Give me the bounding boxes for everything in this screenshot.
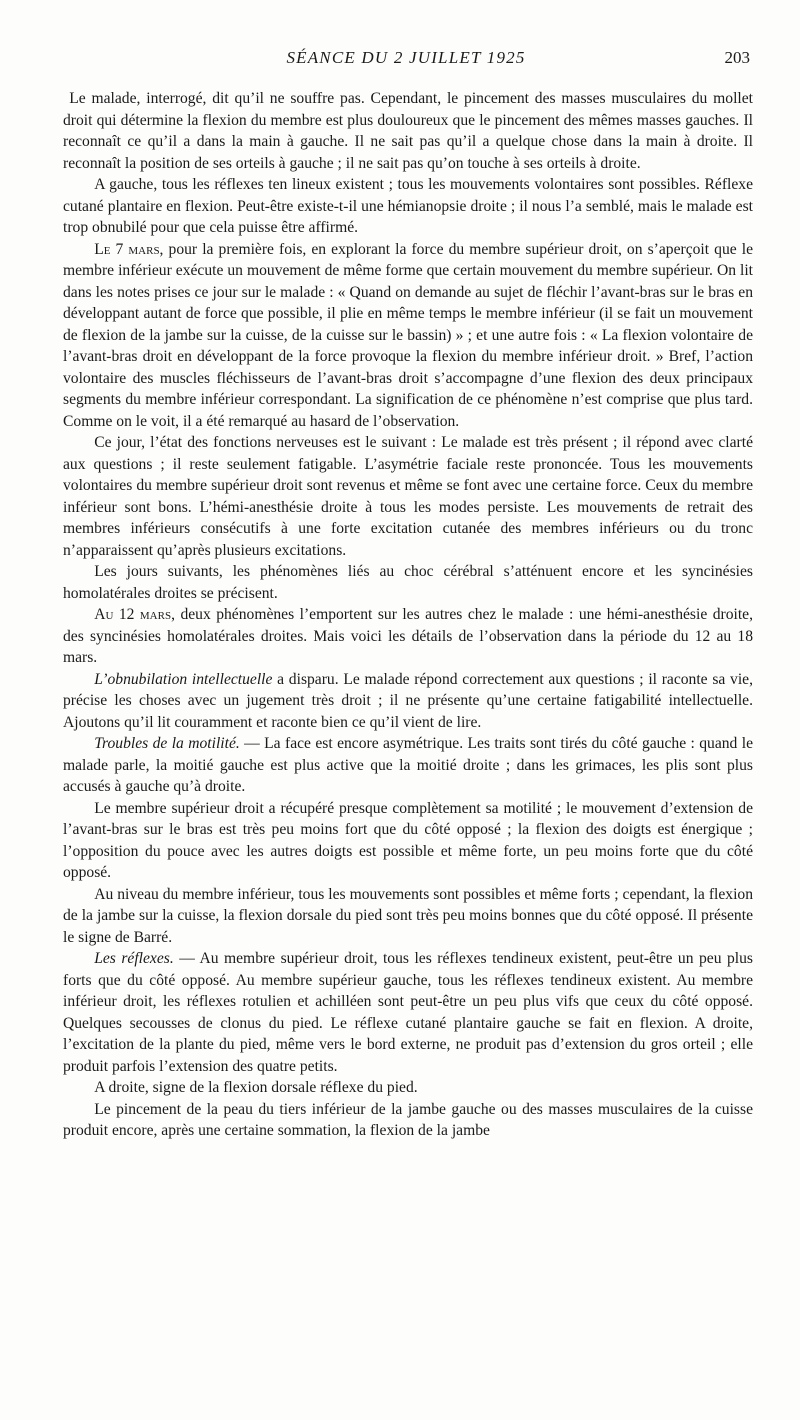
paragraph-text: pour la première fois, en explorant la force du membre supérieur droit, on s’aperçoit que le membre inférieur exécute un mouvement de même forme que certain mouvement du membre supérieur. On lit dans les notes prises ce jour sur le malade : « Quand on demande au sujet de fléchir l’avant-bras sur le bras en développant autant de force que possible, il plie en même temps le membre inférieur (il se fait un mouvement de flexion de la jambe sur la cuisse, de la cuisse sur le bassin) » ; et une autre fois : « La flexion volontaire de l’avant-bras droit en développant de la force provoque la flexion du membre inférieur droit. » Bref, l’action volontaire des muscles fléchisseurs de l’avant-bras droit s’accompagne d’une flexion des deux principaux segments du membre inférieur correspondant. La signification de ce phénomène n’est comprise que plus tard. Comme on le voit, il a été remarqué au hasard de l’observation. xyxy=(63,240,754,430)
paragraph-text: — Au membre supérieur droit, tous les réflexes tendineux existent, peut-être un peu plus forts que du côté opposé. Au membre supérieur gauche, tous les réflexes tendineux existent. Au membre inférieur droit, les réflexes rotulien et achilléen sont peut-être un peu plus vifs que ceux du côté opposé. Quelques secousses de clonus du pied. Le réflexe cutané plantaire gauche se fait en flexion. A droite, l’excitation de la plante du pied, même vers le bord externe, ne produit pas d’extension du gros orteil ; elle produit parfois l’extension des quatre petits. xyxy=(63,950,753,1075)
paragraph xyxy=(63,948,753,1077)
paragraph xyxy=(63,88,753,174)
paragraph-text: a disparu. Le malade répond correctement aux questions ; il raconte sa vie, précise les choses avec un jugement très droit ; il ne présente qu’une certaine fatigabilité intellectuelle. Ajoutons qu’il lit couramment et raconte bien ce qu’il vient de lire. xyxy=(63,670,753,731)
paragraph-lead: Le 7 mars, xyxy=(94,240,164,258)
paragraph-text: A droite, signe de la flexion dorsale réflexe du pied. xyxy=(94,1079,418,1096)
paragraph-text: Ce jour, l’état des fonctions nerveuses est le suivant : Le malade est très présent ; il répond avec clarté aux questions ; il reste seulement fatigable. L’asymétrie faciale reste prononcée. Tous les mouvements volontaires du membre supérieur droit sont revenus et même se font avec une certaine force. Ceux du membre inférieur sont bons. L’hémi-anesthésie droite à tous les modes persiste. Les mouvements de retrait des membres inférieurs consécutifs à une forte excitation cutanée des membres inférieurs ou du tronc n’apparaissent qu’après plusieurs excitations. xyxy=(63,434,753,559)
paragraph xyxy=(63,798,753,884)
paragraph-lead: L’obnubilation intellectuelle xyxy=(94,670,273,688)
paragraph-text: — La face est encore asymétrique. Les traits sont tirés du côté gauche : quand le malade parle, la moitié gauche est plus active que la moitié droite ; dans les grimaces, les plis sont plus accusés à gauche qu’à droite. xyxy=(63,735,753,795)
body-text xyxy=(63,88,753,1142)
paragraph-text: Au niveau du membre inférieur, tous les mouvements sont possibles et même forts ; cependant, la flexion de la jambe sur la cuisse, la flexion dorsale du pied sont très peu moins bonnes que du côté opposé. Il présente le signe de Barré. xyxy=(63,885,753,946)
paragraph xyxy=(63,239,753,433)
paragraph xyxy=(63,669,753,734)
paragraph-text: Le membre supérieur droit a récupéré presque complètement sa motilité ; le mouvement d’extension de l’avant-bras sur le bras est très peu moins fort que du côté opposé ; la flexion des doigts est énergique ; l’opposition du pouce avec les autres doigts est possible et même forte, un peu moins forte que du côté opposé. xyxy=(63,799,753,881)
paragraph-text: Le pincement de la peau du tiers inférieur de la jambe gauche ou des masses musculaires de la cuisse produit encore, après une certaine sommation, la flexion de la jambe xyxy=(63,1100,753,1139)
paragraph xyxy=(63,174,753,239)
running-head xyxy=(62,48,750,72)
paragraph xyxy=(63,733,753,798)
paragraph xyxy=(63,1099,753,1142)
paragraph-text: A gauche, tous les réflexes ten lineux existent ; tous les mouvements volontaires sont possibles. Réflexe cutané plantaire en flexion. Peut-être existe-t-il une hémianopsie droite ; il nous l’a semblé, mais le malade est trop obnubilé pour que cela puisse être affirmé. xyxy=(63,176,753,236)
paragraph-lead: Les réflexes. xyxy=(94,950,174,967)
paragraph-text: Le malade, interrogé, dit qu’il ne souffre pas. Cependant, le pincement des masses musculaires du mollet droit qui détermine la flexion du membre est plus douloureux que le pincement des mêmes masses gauches. Il reconnaît ce qu’il a dans la main à gauche. Il ne sait pas qu’il a quelque chose dans la main à droite. Il reconnaît la position de ses orteils à gauche ; il ne sait pas qu’on touche à ses orteils à droite. xyxy=(63,90,753,172)
paragraph xyxy=(63,561,753,604)
paragraph xyxy=(63,432,753,561)
paragraph-lead: Troubles de la motilité. xyxy=(94,735,240,752)
paragraph xyxy=(63,604,753,669)
paragraph xyxy=(63,1077,753,1099)
paragraph xyxy=(63,884,753,949)
page-number: 203 xyxy=(724,48,750,67)
paragraph-lead: Au 12 mars, xyxy=(94,606,175,623)
running-title: SÉANCE DU 2 JUILLET 1925 xyxy=(286,48,526,67)
paragraph-text: deux phénomènes l’emportent sur les autres chez le malade : une hémi-anesthésie droite, des syncinésies homolatérales droites. Mais voici les détails de l’observation dans la période du 12 au 18 mars. xyxy=(63,606,753,666)
paragraph-text: Les jours suivants, les phénomènes liés au choc cérébral s’atténuent encore et les syncinésies homolatérales droites se précisent. xyxy=(63,563,753,602)
